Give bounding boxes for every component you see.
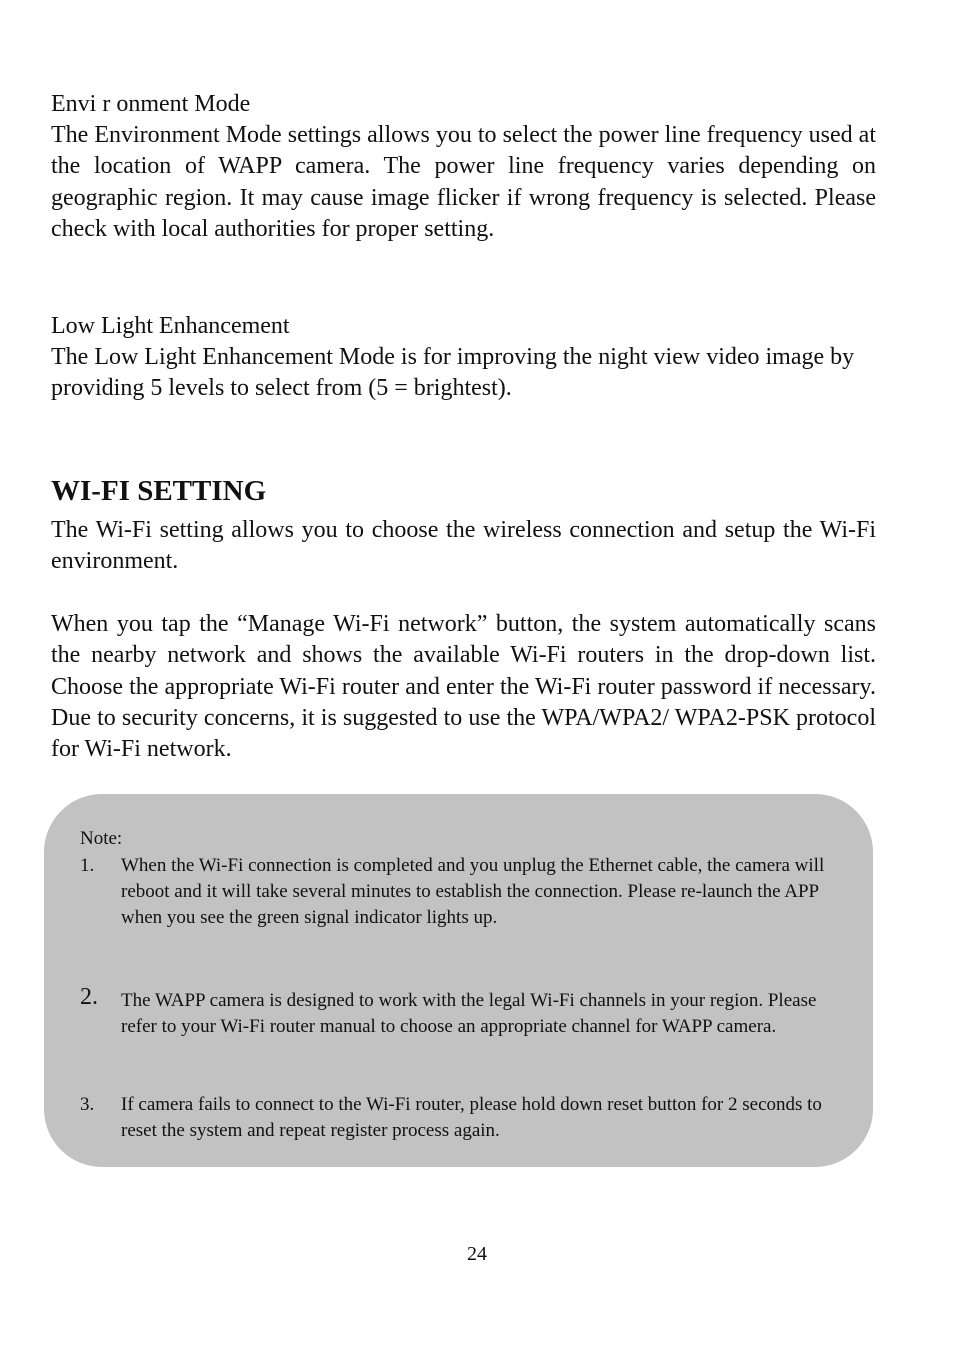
note-item-text: When the Wi-Fi connection is completed and you unplug the Ethernet cable, the camera will reboot and it will take several minutes to establish the connection. Please re-launch the APP when you see the green signal indicator lights up. xyxy=(121,855,825,928)
note-item xyxy=(80,984,840,1040)
note-item-number: 1. xyxy=(80,855,95,876)
low-light-paragraph: The Low Light Enhancement Mode is for improving the night view video image by providing 5 levels to select from (5 = brightest). xyxy=(51,344,855,402)
wifi-intro-paragraph: The Wi-Fi setting allows you to choose the wireless connection and setup the Wi-Fi environment. xyxy=(51,517,876,575)
note-label: Note: xyxy=(80,828,123,849)
note-item xyxy=(80,853,840,931)
note-item-number: 2. xyxy=(80,984,98,1010)
note-item-text: The WAPP camera is designed to work with the legal Wi-Fi channels in your region. Please refer to your Wi-Fi router manual to choose an appropriate channel for WAPP camera. xyxy=(121,990,817,1037)
page-number: 24 xyxy=(467,1243,487,1265)
wifi-setting-heading: WI-FI SETTING xyxy=(51,475,267,507)
wifi-manage-paragraph: When you tap the “Manage Wi-Fi network” button, the system automatically scans the nearby network and shows the available Wi-Fi routers in the drop-down list. Choose the appropriate Wi-Fi router and enter the Wi-Fi router password if necessary. Due to security concerns, it is suggested to use the WPA/WPA2/ WPA2-PSK protocol for Wi-Fi network. xyxy=(51,611,876,763)
note-item-number: 3. xyxy=(80,1094,95,1115)
environment-mode-paragraph: The Environment Mode settings allows you to select the power line frequency used at the location of WAPP camera. The power line frequency varies depending on geographic region. It may cause image flicker if wrong frequency is selected. Please check with local authorities for proper setting. xyxy=(51,122,876,242)
note-item xyxy=(80,1092,840,1144)
environment-mode-title: Envi r onment Mode xyxy=(51,91,251,117)
note-item-text: If camera fails to connect to the Wi-Fi router, please hold down reset button for 2 seconds to reset the system and repeat register process again. xyxy=(121,1094,822,1141)
low-light-title: Low Light Enhancement xyxy=(51,313,290,339)
